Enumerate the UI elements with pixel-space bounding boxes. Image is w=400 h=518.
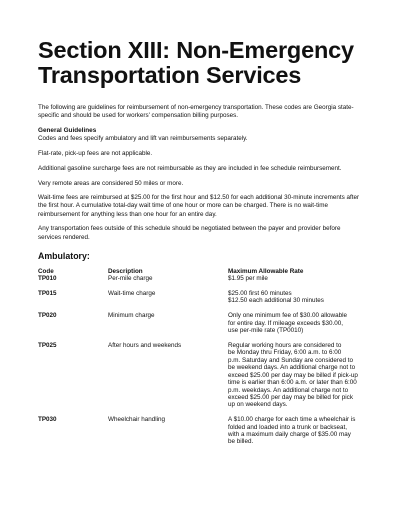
guideline-paragraph: Any transportation fees outside of this schedule should be negotiated between the payer and provider before services rendered. (38, 225, 341, 241)
rate-line: exceed $25.00 per day may be billed for pick (228, 393, 353, 401)
table-row (38, 416, 360, 453)
guideline-paragraph: Very remote areas are considered 50 miles or more. (38, 179, 184, 187)
row-description: After hours and weekends (108, 342, 182, 350)
row-code: TP020 (38, 312, 57, 320)
page-title-line-1: Section XIII: Non-Emergency (38, 37, 354, 63)
table-header-row (38, 268, 360, 275)
table-row (38, 342, 360, 416)
row-code: TP030 (38, 416, 57, 424)
row-rate (228, 290, 360, 312)
rate-line: be Monday thru Friday, 6:00 a.m. to 6:00 (228, 349, 342, 357)
row-code: TP010 (38, 275, 57, 283)
page-title-line-2: Transportation Services (38, 62, 302, 88)
rate-line: A $10.00 charge for each time a wheelchair is (228, 416, 356, 424)
rate-line: be weekend days. An additional charge not to (228, 364, 356, 372)
rate-line: exceed $25.00 per day may be billed if pick-up (228, 371, 358, 379)
rate-line: Regular working hours are considered to (228, 342, 342, 350)
rate-line: p.m. weekdays. An additional charge not to (228, 386, 349, 394)
page-title (38, 38, 360, 88)
guideline-paragraph: Codes and fees specify ambulatory and lift van reimbursements separately. (38, 135, 248, 143)
rate-line: $1.95 per mile (228, 275, 268, 283)
rate-line: p.m. Saturday and Sunday are considered to (228, 356, 353, 364)
guideline-paragraph: Additional gasoline surcharge fees are not reimbursable as they are included in fee schedule reimbursement. (38, 164, 342, 172)
table-row (38, 275, 360, 290)
intro-paragraph: The following are guidelines for reimbursement of non-emergency transportation. These codes are Georgia state-specific and should be used for workers' compensation billing purposes. (38, 104, 354, 120)
ambulatory-rate-table (38, 268, 360, 454)
rate-line: Only one minimum fee of $30.00 allowable (228, 312, 348, 320)
row-description: Minimum charge (108, 312, 155, 320)
row-rate (228, 416, 360, 453)
row-code: TP015 (38, 290, 57, 298)
general-guidelines-heading: General Guidelines (38, 127, 97, 135)
row-rate (228, 342, 360, 416)
row-description: Per-mile charge (108, 275, 153, 283)
column-header-code: Code (38, 267, 54, 275)
rate-line: $12.50 each additional 30 minutes (228, 297, 324, 305)
guideline-paragraph: Wait-time fees are reimbursed at $25.00 for the first hour and $12.50 for each additional 30-minute increments after the first hour. A cumulative total-day wait time of one hour or more can be charged. There is no wait-time reimbursement for anything less than one hour for an entire day. (38, 194, 360, 218)
rate-line: time is earlier than 6:00 a.m. or later than 6:00 (228, 379, 357, 387)
rate-line: for entire day. If mileage exceeds $30.00, (228, 319, 344, 327)
rate-line: folded and loaded into a trunk or backseat, (228, 423, 348, 431)
rate-line: up on weekend days. (228, 401, 288, 409)
rate-line: with a maximum daily charge of $35.00 may (228, 431, 351, 439)
rate-line: $25.00 first 60 minutes (228, 290, 292, 298)
table-row (38, 290, 360, 312)
row-rate (228, 275, 360, 290)
ambulatory-heading: Ambulatory: (38, 250, 90, 261)
row-rate (228, 312, 360, 342)
row-description: Wait-time charge (108, 290, 156, 298)
rate-line: be billed. (228, 438, 254, 446)
row-code: TP025 (38, 342, 57, 350)
guideline-paragraph: Flat-rate, pick-up fees are not applicable. (38, 150, 153, 158)
column-header-description: Description (108, 267, 143, 275)
table-row (38, 312, 360, 342)
rate-line: use per-mile rate (TP0010) (228, 327, 304, 335)
column-header-rate: Maximum Allowable Rate (228, 267, 304, 275)
row-description: Wheelchair handling (108, 416, 166, 424)
